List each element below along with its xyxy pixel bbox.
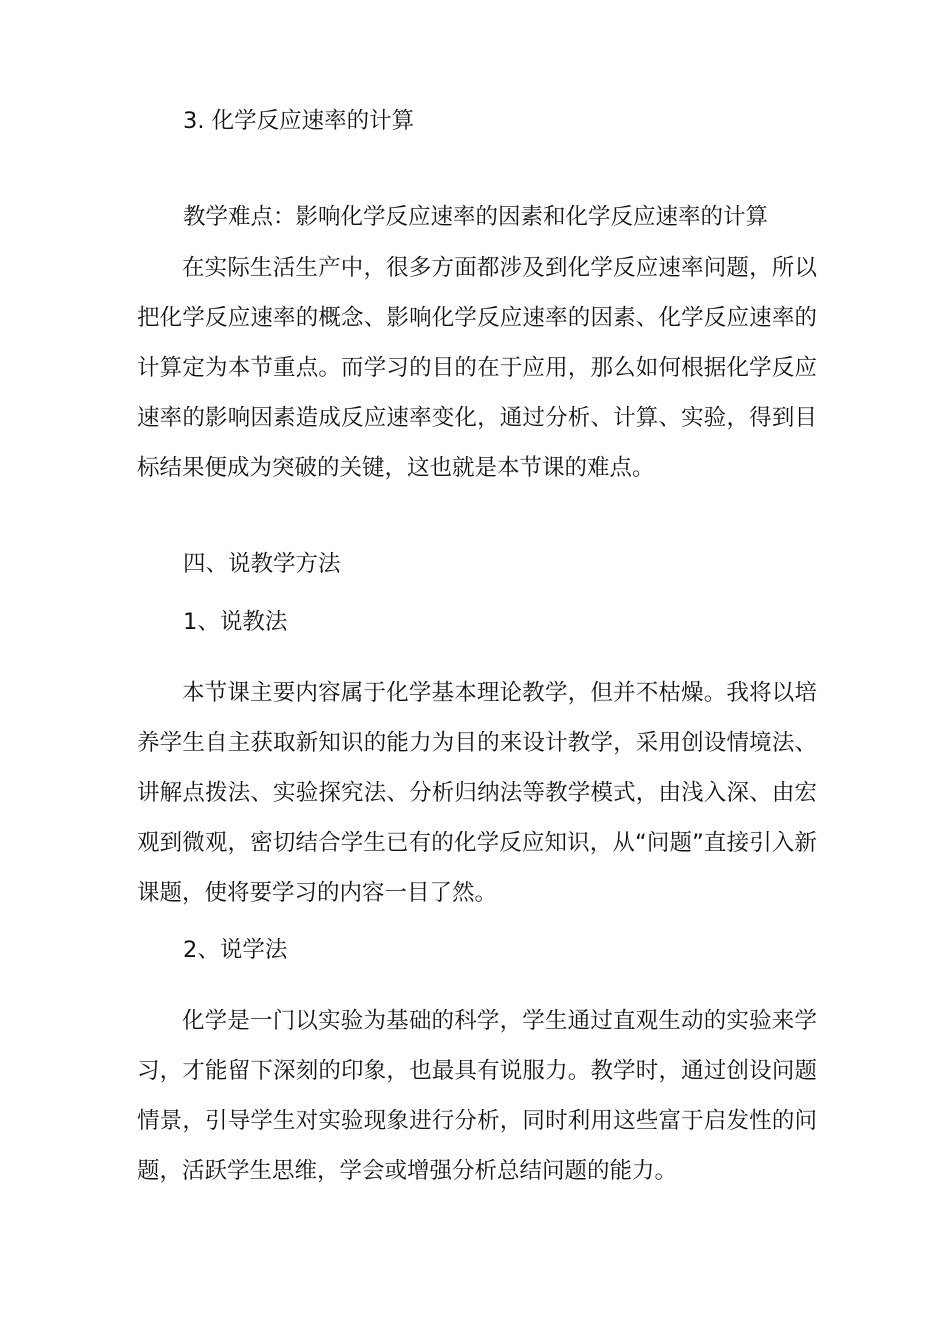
heading-reaction-rate-calculation: 3. 化学反应速率的计算 — [183, 108, 415, 134]
teaching-difficulty-line: 教学难点：影响化学反应速率的因素和化学反应速率的计算 — [183, 204, 769, 230]
subsection-teaching-approach-title: 1、说教法 — [183, 609, 288, 635]
subsection-learning-method-title: 2、说学法 — [183, 937, 288, 963]
paragraph-key-points: 在实际生活生产中，很多方面都涉及到化学反应速率问题，所以把化学反应速率的概念、影响化学反应速率的因素、化学反应速率的计算定为本节重点。而学习的目的在于应用，那么如何根据化学反应速率的影响因素造成反应速率变化，通过分析、计算、实验，得到目标结果便成为突破的关键，这也就是本节课的难点。 — [137, 255, 817, 481]
section-teaching-method-title: 四、说教学方法 — [183, 551, 341, 577]
paragraph-learning-method: 化学是一门以实验为基础的科学，学生通过直观生动的实验来学习，才能留下深刻的印象，也最具有说服力。教学时，通过创设问题情景，引导学生对实验现象进行分析，同时利用这些富于启发性的问题，活跃学生思维，学会或增强分析总结问题的能力。 — [137, 1008, 817, 1184]
paragraph-teaching-approach: 本节课主要内容属于化学基本理论教学，但并不枯燥。我将以培养学生自主获取新知识的能力为目的来设计教学，采用创设情境法、讲解点拨法、实验探究法、分析归纳法等教学模式，由浅入深、由宏观到微观，密切结合学生已有的化学反应知识，从“问题”直接引入新课题，使将要学习的内容一目了然。 — [137, 680, 817, 906]
